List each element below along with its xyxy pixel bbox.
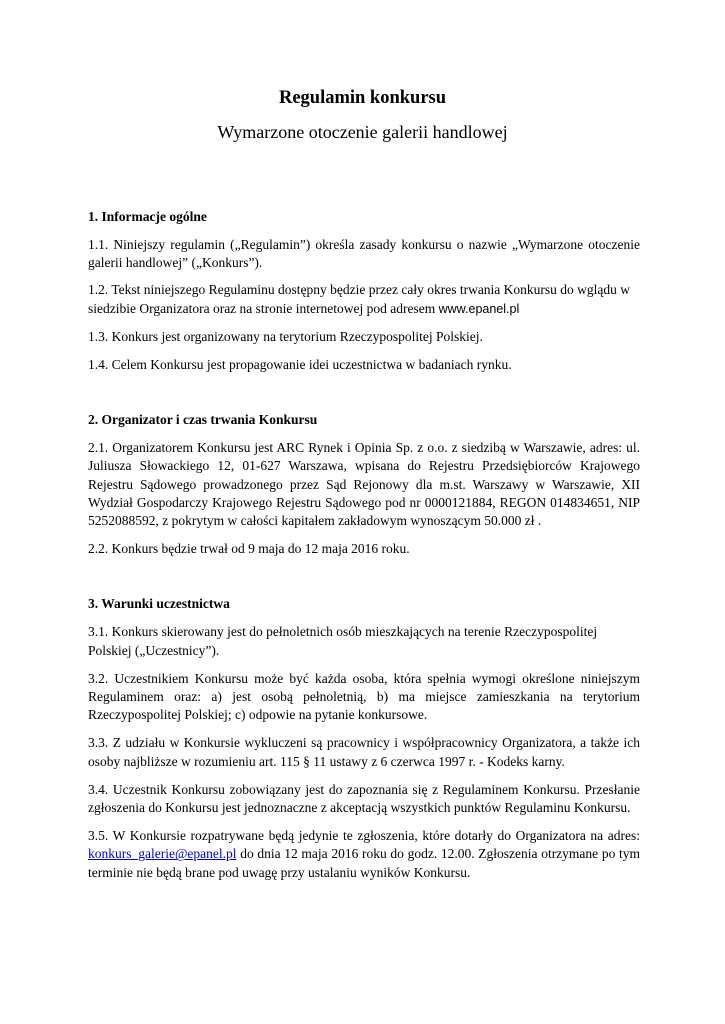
- paragraph-3-5-after: do dnia 12 maja 2016 roku do godz. 12.00. Zgłoszenia otrzymane po tym terminie nie będą brane pod uwagę przy ustalaniu wyników Konkursu.: [88, 846, 640, 880]
- paragraph-3-4: 3.4. Uczestnik Konkursu zobowiązany jest do zapoznania się z Regulaminem Konkursu. Przesłanie zgłoszenia do Konkursu jest jednoznaczne z akceptacją wszystkich punktów Regulaminu Konkursu.: [88, 781, 640, 816]
- document-subtitle: Wymarzone otoczenie galerii handlowej: [217, 122, 508, 142]
- paragraph-1-1: 1.1. Niniejszy regulamin („Regulamin”) określa zasady konkursu o nazwie „Wymarzone otoczenie galerii handlowej” („Konkurs”).: [88, 237, 640, 271]
- section-3-heading: 3. Warunki uczestnictwa: [88, 596, 230, 612]
- paragraph-3-3: 3.3. Z udziału w Konkursie wykluczeni są pracownicy i współpracownicy Organizatora, a także ich osoby najbliższe w rozumieniu art. 115 § 11 ustawy z 6 czerwca 1997 r. - Kodeks karny.: [88, 735, 640, 769]
- paragraph-2-2: 2.2. Konkurs będzie trwał od 9 maja do 12 maja 2016 roku.: [88, 541, 410, 557]
- section-2-heading: 2. Organizator i czas trwania Konkursu: [88, 412, 318, 428]
- paragraph-1-2-text: 1.2. Tekst niniejszego Regulaminu dostępny będzie przez cały okres trwania Konkursu do wglądu w siedzibie Organizatora oraz na stronie internetowej pod adresem: [88, 282, 631, 316]
- paragraph-3-5-before: 3.5. W Konkursie rozpatrywane będą jedynie te zgłoszenia, które dotarły do Organizatora na adres:: [88, 828, 640, 844]
- contest-email-link[interactable]: konkurs_galerie@epanel.pl: [88, 846, 237, 862]
- paragraph-3-5: [88, 827, 640, 882]
- document-body: [88, 208, 640, 882]
- paragraph-1-3: 1.3. Konkurs jest organizowany na terytorium Rzeczypospolitej Polskiej.: [88, 328, 483, 344]
- paragraph-3-1: 3.1. Konkurs skierowany jest do pełnoletnich osób mieszkających na terenie Rzeczypospolitej Polskiej („Uczestnicy”).: [88, 624, 598, 658]
- paragraph-1-2: [88, 281, 640, 317]
- paragraph-3-2: 3.2. Uczestnikiem Konkursu może być każda osoba, która spełnia wymogi określone niniejszym Regulaminem oraz: a) jest osobą pełnoletnią, b) ma miejsce zamieszkania na terytorium Rzeczypospolitej Polskiej; c) odpowie na pytanie konkursowe.: [88, 670, 640, 723]
- section-1-heading: 1. Informacje ogólne: [88, 209, 207, 224]
- website-url: www.epanel.pl: [438, 301, 520, 316]
- paragraph-1-4: 1.4. Celem Konkursu jest propagowanie idei uczestnictwa w badaniach rynku.: [88, 357, 512, 373]
- document-title: Regulamin konkursu: [278, 88, 447, 108]
- paragraph-2-1: 2.1. Organizatorem Konkursu jest ARC Rynek i Opinia Sp. z o.o. z siedzibą w Warszawie, adres: ul. Juliusza Słowackiego 12, 01-627 Warszawa, wpisana do Rejestru Przedsiębiorców Krajowego Rejestru Sądowego prowadzonego przez Sąd Rejonowy dla m.st. Warszawy w Warszawie, XII Wydział Gospodarczy Krajowego Rejestru Sądowego pod nr 0000121884, REGON 014834651, NIP 5252088592, z pokrytym w całości kapitałem zakładowym wynoszącym 50.000 zł .: [88, 440, 640, 529]
